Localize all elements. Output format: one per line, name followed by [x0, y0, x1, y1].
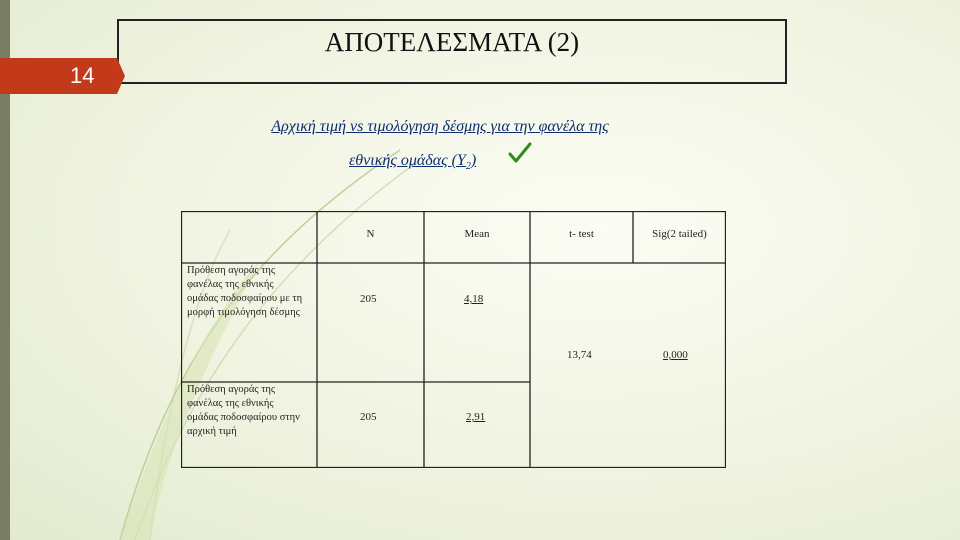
row-2-label-line: ομάδας ποδοσφαίρου στην — [187, 412, 300, 423]
header-sig: Sig(2 tailed) — [652, 228, 707, 240]
subtitle-line-1-text: Αρχική τιμή vs τιμολόγηση δέσμης για την φανέλα της — [271, 118, 609, 135]
row-1-label — [187, 264, 315, 320]
title-box — [117, 19, 787, 84]
header-t-test: t- test — [569, 228, 594, 240]
subtitle-line-2 — [349, 152, 476, 172]
subtitle-line-2-end: ) — [470, 152, 477, 169]
subtitle-line-1 — [0, 118, 880, 136]
t-test-value: 13,74 — [567, 349, 592, 361]
slide-title: ΑΠΟΤΕΛΕΣΜΑΤΑ (2) — [324, 27, 580, 57]
header-mean: Mean — [464, 228, 490, 240]
row-1-label-line: μορφή τιμολόγηση δέσμης — [187, 307, 300, 318]
row-2-label-line: αρχική τιμή — [187, 426, 237, 437]
row-1-label-line: ομάδας ποδοσφαίρου με τη — [187, 293, 303, 304]
header-n: N — [366, 228, 375, 240]
row-2-label-line: Πρόθεση αγοράς της — [187, 384, 276, 395]
row-1-label-line: φανέλας της εθνικής — [187, 279, 274, 290]
check-mark-icon — [508, 141, 532, 165]
page-number-arrow — [117, 58, 125, 94]
row-1-label-line: Πρόθεση αγοράς της — [187, 265, 276, 276]
subtitle-line-2-main: εθνικής ομάδας (Υ — [349, 152, 466, 169]
sig-value: 0,000 — [663, 349, 688, 361]
page-number-badge: 14 — [0, 58, 117, 94]
row-1-mean: 4,18 — [464, 293, 484, 305]
row-1-n: 205 — [360, 293, 377, 305]
subtitle-line-2-subscript: 2 — [465, 161, 471, 173]
row-2-n: 205 — [360, 411, 377, 423]
row-2-label-line: φανέλας της εθνικής — [187, 398, 274, 409]
row-2-label — [187, 383, 315, 439]
results-table — [181, 211, 726, 468]
row-2-mean: 2,91 — [466, 411, 486, 423]
